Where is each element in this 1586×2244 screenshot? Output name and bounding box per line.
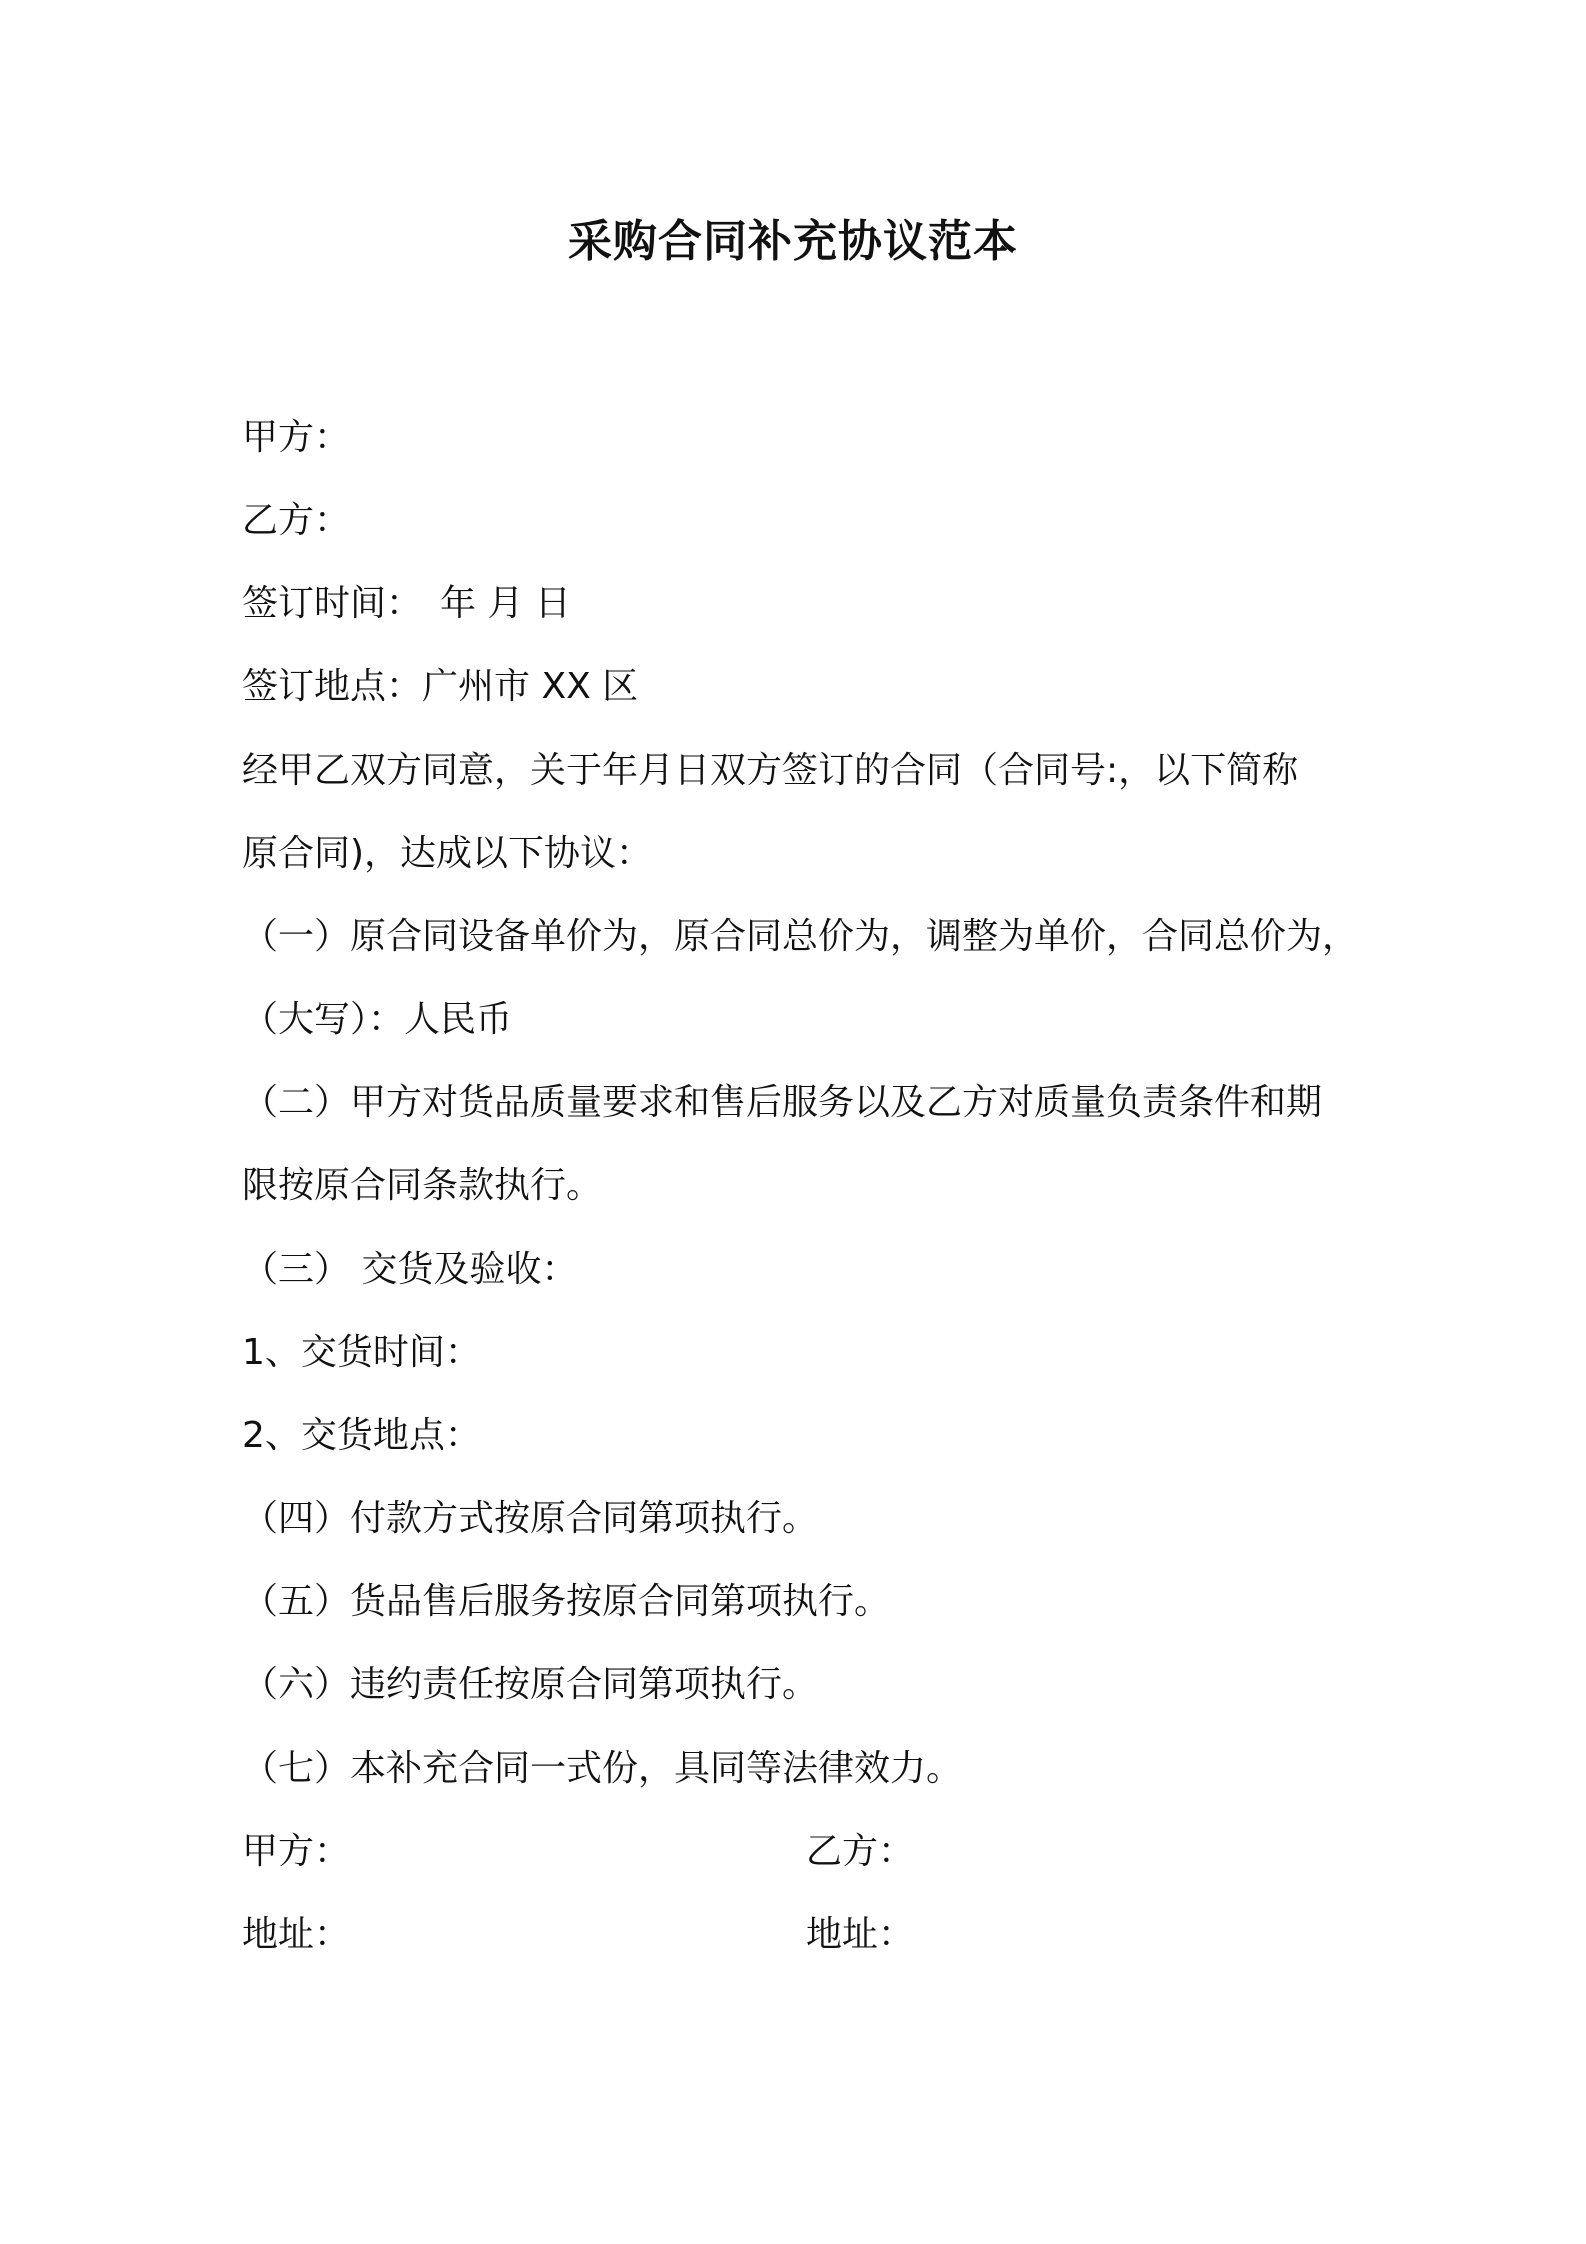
delivery-time-line: 1、交货时间： <box>242 1332 481 1373</box>
clause-7-line: （七）本补充合同一式份，具同等法律效力。 <box>242 1748 963 1789</box>
delivery-place-line: 2、交货地点： <box>242 1415 481 1456</box>
signature-address-b-label: 地址： <box>806 1914 915 1955</box>
clause-3-heading: （三） 交货及验收： <box>242 1249 578 1290</box>
party-b-line: 乙方： <box>242 500 351 541</box>
signature-address-a-label: 地址： <box>242 1914 351 1955</box>
clause-1-line-1: （一）原合同设备单价为，原合同总价为，调整为单价，合同总价为， <box>242 916 1359 957</box>
document-title: 采购合同补充协议范本 <box>568 216 1018 267</box>
signature-party-b-label: 乙方： <box>806 1831 915 1872</box>
clause-2-line-1: （二）甲方对货品质量要求和售后服务以及乙方对质量负责条件和期 <box>242 1082 1323 1123</box>
clause-5-line: （五）货品售后服务按原合同第项执行。 <box>242 1581 891 1622</box>
signing-date-line: 签订时间： 年 月 日 <box>242 583 571 624</box>
signature-party-a-label: 甲方： <box>242 1831 351 1872</box>
clause-1-line-2: （大写）：人民币 <box>242 999 513 1040</box>
clause-6-line: （六）违约责任按原合同第项执行。 <box>242 1664 819 1705</box>
clause-4-line: （四）付款方式按原合同第项执行。 <box>242 1498 819 1539</box>
signing-place-line: 签订地点：广州市 XX 区 <box>242 666 639 707</box>
agreement-intro-line-1: 经甲乙双方同意，关于年月日双方签订的合同（合同号:，以下简称 <box>242 750 1299 791</box>
clause-2-line-2: 限按原合同条款执行。 <box>242 1165 603 1206</box>
agreement-intro-line-2: 原合同)，达成以下协议： <box>242 833 653 874</box>
party-a-line: 甲方： <box>242 417 351 458</box>
